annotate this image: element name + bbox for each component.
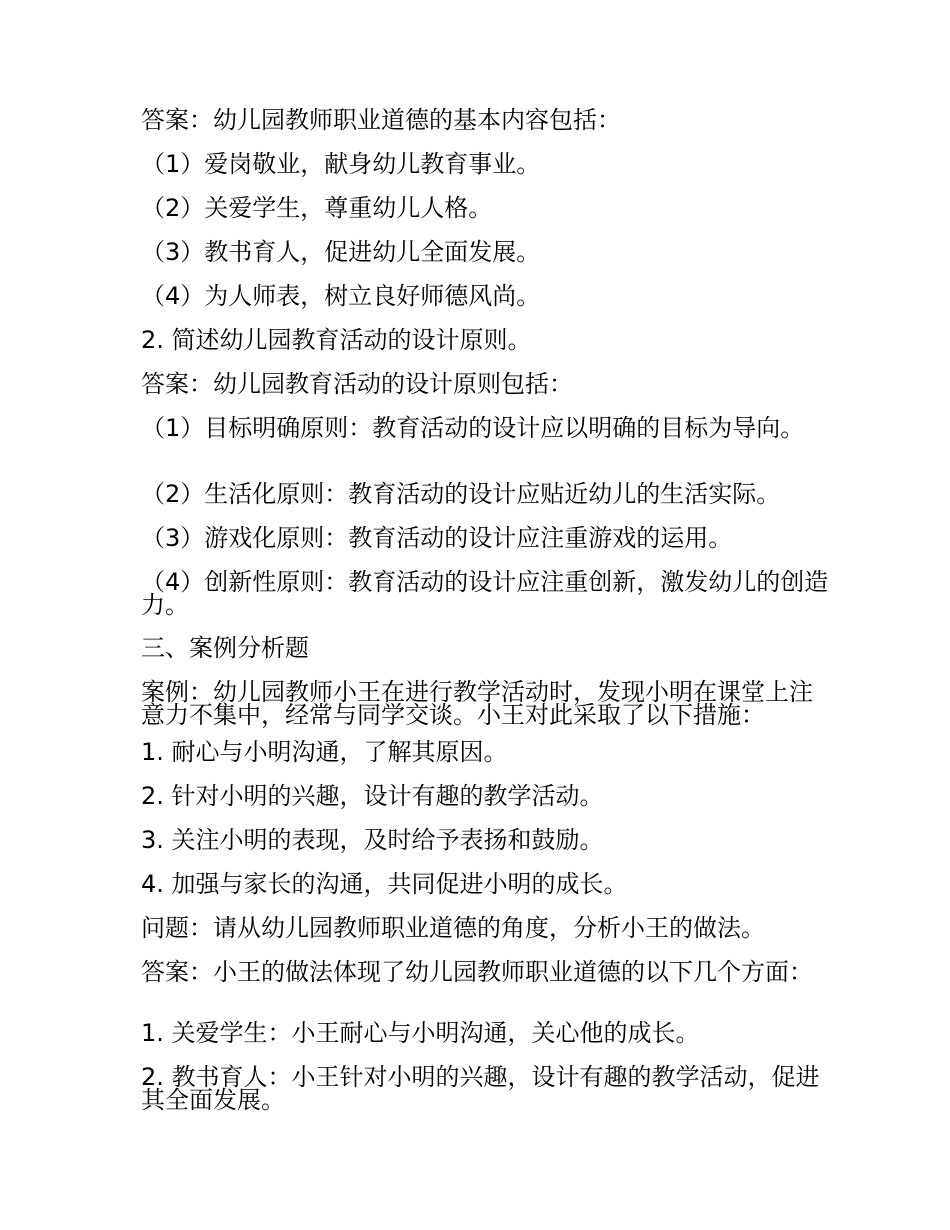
list-item: （2）关爱学生，尊重幼儿人格。 [141,194,493,222]
list-item: （1）目标明确原则：教育活动的设计应以明确的目标为导向。 [141,414,805,442]
list-item: （3）教书育人，促进幼儿全面发展。 [141,238,541,266]
question-2: 2. 简述幼儿园教育活动的设计原则。 [141,326,532,354]
list-item: （1）爱岗敬业，献身幼儿教育事业。 [141,150,541,178]
list-item: （4）创新性原则：教育活动的设计应注重创新，激发幼儿的创造力。 [141,568,829,619]
list-item: 4. 加强与家长的沟通，共同促进小明的成长。 [141,870,628,898]
list-item: 2. 教书育人：小王针对小明的兴趣，设计有趣的教学活动，促进其全面发展。 [141,1063,820,1114]
answer-heading-2: 答案：幼儿园教育活动的设计原则包括： [141,370,573,398]
list-item: 2. 针对小明的兴趣，设计有趣的教学活动。 [141,782,604,810]
section-heading: 三、案例分析题 [141,634,309,662]
list-item: 1. 关爱学生：小王耐心与小明沟通，关心他的成长。 [141,1019,700,1047]
question-text: 问题：请从幼儿园教师职业道德的角度，分析小王的做法。 [141,914,765,942]
list-item: （3）游戏化原则：教育活动的设计应注重游戏的运用。 [141,524,733,552]
list-item: 3. 关注小明的表现，及时给予表扬和鼓励。 [141,826,604,854]
list-item: （2）生活化原则：教育活动的设计应贴近幼儿的生活实际。 [141,480,781,508]
answer-heading-3: 答案：小王的做法体现了幼儿园教师职业道德的以下几个方面： [141,958,813,986]
list-item: （4）为人师表，树立良好师德风尚。 [141,282,541,310]
list-item: 1. 耐心与小明沟通，了解其原因。 [141,738,508,766]
answer-heading-1: 答案：幼儿园教师职业道德的基本内容包括： [141,106,621,134]
case-description: 案例：幼儿园教师小王在进行教学活动时，发现小明在课堂上注意力不集中，经常与同学交谈。小王对此采取了以下措施： [141,678,813,729]
